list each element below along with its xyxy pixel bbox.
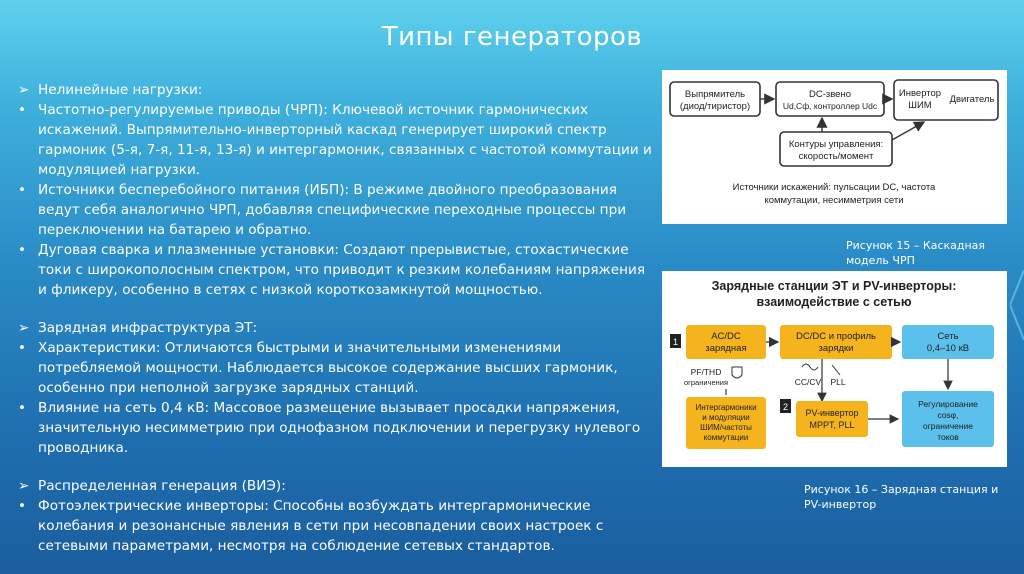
pv-inverter-label: PV-инвертор (805, 408, 859, 418)
bullet-item: • Фотоэлектрические инверторы: Способны возбуждать интергармонические колебания и резонансные явления в сети при несовпадении своих настроек с сетевыми параметрами, несмотря на соблюдение сетевых стандартов. (18, 498, 604, 554)
figure-15-caption: Рисунок 15 – Каскадная модель ЧРП (846, 239, 986, 267)
grid-sublabel: 0,4–10 кВ (926, 343, 970, 354)
control-loops-label: Контуры управления: (788, 139, 884, 150)
bullet-icon: • (18, 102, 27, 118)
vfd-diagram (662, 70, 1007, 224)
pf-thd-label: PF/THD (690, 367, 722, 377)
distortion-note-line1: Источники искажений: пульсации DC, частота (732, 182, 936, 193)
pf-thd-sublabel: ограничения (683, 378, 729, 387)
interharmonics-line4: коммутации (703, 433, 749, 442)
fig2-title-line2: взаимодействие с сетью (756, 295, 912, 309)
bullet-icon: • (18, 242, 27, 258)
bullet-item: • Характеристики: Отличаются быстрыми и значительными изменениями потребляемой мощности. Наблюдается высокое содержание высших гармоник, особенно при неполной загрузке зарядных станций. (18, 340, 618, 396)
section-heading-ev-charging: ➢ Зарядная инфраструктура ЭТ: (18, 320, 258, 336)
figure-vfd-model (662, 70, 1007, 224)
inverter-label: Инвертор (898, 88, 942, 99)
bullet-item: • Дуговая сварка и плазменные установки: Создают прерывистые, стохастические токи с широкополосным спектром, что приводит к резким колебаниям напряжения и фликеру, особенно в сетях с низкой короткозамкнутой мощностью. (18, 242, 646, 298)
fig2-title-line1: Зарядные станции ЭТ и PV-инверторы: (711, 279, 957, 293)
dc-dc-label: DC/DC и профиль (796, 331, 876, 342)
regulation-line1: Регулирование (918, 399, 978, 409)
bullet-icon: • (18, 340, 27, 356)
bullet-item: • Источники бесперебойного питания (ИБП): В режиме двойного преобразования ведут себя аналогично ЧРП, добавляя специфические переходные процессы при переключении на батарею и обратно. (18, 182, 627, 238)
slide-edge-accent (1010, 270, 1024, 340)
bullet-icon: • (18, 498, 27, 514)
bullet-icon: • (18, 400, 27, 416)
regulation-line2: cosφ, (937, 410, 959, 420)
rectifier-sublabel: (диод/тиристор) (679, 101, 751, 112)
ac-dc-sublabel: зарядная (705, 343, 747, 354)
marker-1-label: 1 (672, 337, 679, 347)
ev-pv-diagram (662, 271, 1007, 467)
text-content (18, 80, 658, 556)
figure-16-caption: Рисунок 16 – Зарядная станция и PV-инвертор (804, 483, 999, 511)
interharmonics-line2: и модуляции (702, 413, 750, 422)
slide-title: Типы генераторов (381, 22, 643, 52)
regulation-line4: токов (937, 432, 959, 442)
distortion-note-line2: коммутации, несимметрия сети (764, 195, 904, 206)
bullet-item: • Частотно-регулируемые приводы (ЧРП): Ключевой источник гармонических искажений. Выпрямительно-инверторный каскад генерирует широкий спектр гармоник (5-я, 7-я, 11-я, 13-я) и интергармоник, связанных с частотой коммутации и модуляцией нагрузки. (18, 102, 652, 178)
marker-2-label: 2 (782, 402, 789, 412)
ac-dc-label: AC/DC (711, 331, 741, 342)
bullet-icon: • (18, 182, 27, 198)
cc-cv-label: CC/CV (794, 377, 822, 387)
inverter-sublabel: ШИМ (908, 100, 932, 111)
grid-label: Сеть (937, 331, 959, 342)
pll-label: PLL (830, 377, 846, 387)
dc-link-sublabel: Ud,Cф, контроллер Udc (782, 101, 878, 111)
arrow-icon: ➢ (18, 82, 30, 98)
interharmonics-line3: ШИМ/частоты (700, 423, 752, 432)
section-heading-distributed-gen: ➢ Распределенная генерация (ВИЭ): (18, 478, 286, 494)
dc-link-label: DC-звено (809, 89, 851, 100)
pv-inverter-box (796, 401, 868, 437)
dc-dc-sublabel: зарядки (818, 343, 854, 354)
arrow-control-inverter (892, 122, 924, 140)
section-heading-nonlinear: ➢ Нелинейные нагрузки: (18, 82, 203, 98)
phase-icon (832, 365, 840, 375)
figure-ev-pv (662, 271, 1007, 467)
shield-icon (732, 367, 742, 378)
wave-icon (802, 364, 818, 370)
arrow-icon: ➢ (18, 320, 30, 336)
interharmonics-line1: Интергармоники (695, 403, 757, 412)
arrow-icon: ➢ (18, 478, 30, 494)
regulation-line3: ограничение (922, 421, 974, 431)
pv-inverter-sublabel: MPPT, PLL (809, 420, 855, 430)
motor-label: Двигатель (949, 94, 995, 105)
rectifier-label: Выпрямитель (684, 89, 746, 100)
control-loops-sublabel: скорость/момент (798, 151, 874, 162)
bullet-item: • Влияние на сеть 0,4 кВ: Массовое размещение вызывает просадки напряжения, значительную несимметрию при однофазном подключении и перегрузку нулевого проводника. (18, 400, 641, 456)
